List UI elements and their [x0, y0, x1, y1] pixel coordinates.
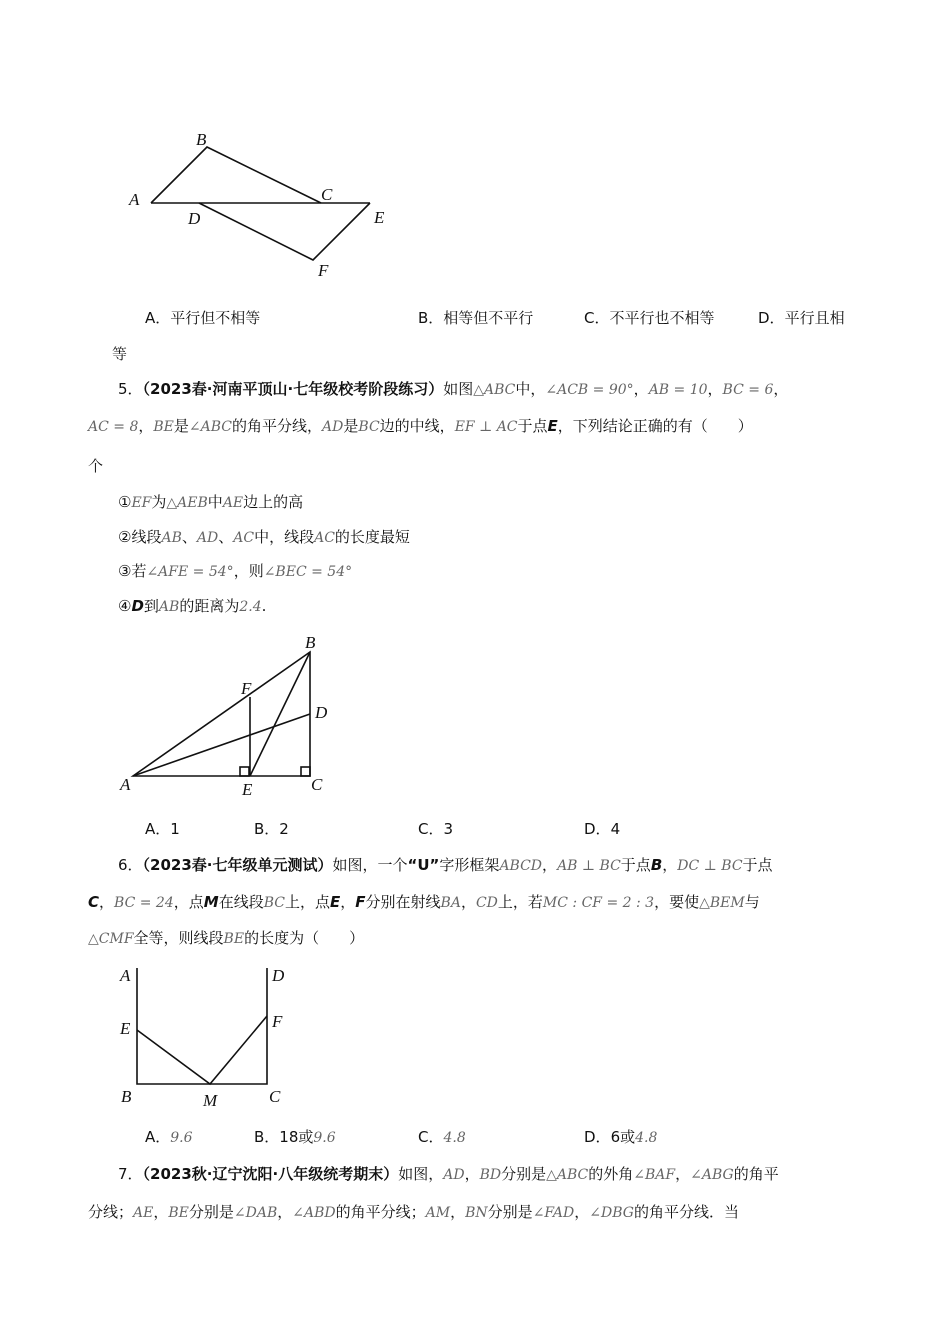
q5-statement-4: ④D到AB的距离为2.4. [118, 597, 267, 615]
math: 4.8 [635, 1130, 658, 1146]
math: BC [358, 419, 380, 435]
math: △BEM [699, 895, 745, 911]
math: AC = 8 [88, 419, 139, 435]
label-c: C [269, 1087, 281, 1106]
math: AC [233, 530, 255, 546]
label-d: D [188, 209, 201, 228]
q7-line-1: 7．（2023秋·辽宁沈阳·八年级统考期末）如图，AD，BD分别是△ABC的外角∠BAF，∠ABG的角平 [118, 1165, 779, 1183]
math: △ABC [473, 382, 516, 398]
q6-option-b[interactable]: B．18或9.6 [254, 1128, 336, 1146]
math: △AEB [166, 495, 208, 511]
math: ∠DBG [589, 1205, 634, 1221]
q5-option-d[interactable]: D．4 [584, 820, 621, 838]
question-source: （2023春·河南平顶山·七年级校考阶段练习） [142, 380, 444, 398]
label-a: A [129, 190, 140, 209]
q5-line-3: 个 [88, 457, 104, 475]
math: BA [440, 895, 461, 911]
math: 9.6 [170, 1130, 193, 1146]
u-frame [137, 968, 267, 1084]
math: AD [443, 1167, 465, 1183]
math: BE [168, 1205, 189, 1221]
label-a: A [120, 775, 131, 794]
math: AE [222, 495, 244, 511]
math: BD [479, 1167, 502, 1183]
math: ∠ABG [690, 1167, 734, 1183]
question-source: （2023秋·辽宁沈阳·八年级统考期末） [142, 1165, 399, 1183]
option-letter: B． [418, 309, 444, 327]
math: AB [158, 599, 180, 615]
q5-option-b[interactable]: B．2 [254, 820, 289, 838]
math: DC ⊥ BC [677, 858, 743, 874]
q5-line-1: 5．（2023春·河南平顶山·七年级校考阶段练习）如图△ABC中，∠ACB = 90°，AB = 10，BC = 6， [118, 380, 789, 398]
q5-option-c[interactable]: C．3 [418, 820, 454, 838]
label-b: B [196, 130, 207, 149]
question-number: 7． [118, 1165, 143, 1183]
option-text: 平行且相 [784, 309, 845, 327]
q6-line-1: 6．（2023春·七年级单元测试）如图，一个“U”字形框架ABCD，AB ⊥ BC于点B，DC ⊥ BC于点 [118, 856, 773, 874]
q6-line-3: △CMF全等，则线段BE的长度为（ ） [88, 929, 365, 947]
math: BC [263, 895, 285, 911]
math: ∠ACB = 90° [545, 382, 634, 398]
math: ∠BAF [633, 1167, 676, 1183]
segments-em-mf [137, 1016, 267, 1084]
label-f: F [241, 679, 252, 698]
q6-line-2: C，BC = 24，点M在线段BC上，点E，F分别在射线BA，CD上，若MC : CF = 2 : 3，要使△BEM与 [88, 893, 760, 911]
math: ∠ABC [188, 419, 233, 435]
q5-statement-3: ③若∠AFE = 54°，则∠BEC = 54° [118, 562, 353, 580]
math: ∠BEC = 54° [263, 564, 353, 580]
q5-statement-1: ①EF为△AEB中AE边上的高 [118, 493, 304, 511]
math: EF ⊥ AC [454, 419, 518, 435]
math: AC [314, 530, 335, 546]
label-d: D [272, 966, 285, 985]
option-letter: D． [758, 309, 785, 327]
math: AE [133, 1205, 154, 1221]
label-f: F [272, 1012, 283, 1031]
math: BE [223, 931, 245, 947]
label-c: C [321, 185, 333, 204]
label-d: D [315, 703, 328, 722]
math: ABCD [499, 858, 543, 874]
math: △ABC [546, 1167, 589, 1183]
label-a: A [120, 966, 131, 985]
math: 2.4 [239, 599, 262, 615]
math: ∠FAD [532, 1205, 575, 1221]
math: ∠ABD [292, 1205, 336, 1221]
label-f: F [318, 261, 329, 280]
option-letter: C． [584, 309, 610, 327]
question-number: 5． [118, 380, 143, 398]
math: ∠DAB [233, 1205, 278, 1221]
math: BN [465, 1205, 488, 1221]
option-text: 相等但不平行 [443, 309, 534, 327]
math: AB ⊥ BC [557, 858, 621, 874]
math: AB [161, 530, 182, 546]
math: 4.8 [443, 1130, 466, 1146]
q4-option-d-wrap: 等 [112, 345, 128, 363]
question-source: （2023春·七年级单元测试） [142, 856, 333, 874]
math: BE [153, 419, 174, 435]
label-e: E [374, 208, 385, 227]
math: AD [196, 530, 219, 546]
math: △CMF [88, 931, 134, 947]
q5-option-a[interactable]: A．1 [145, 820, 180, 838]
label-m: M [203, 1091, 218, 1110]
math: CD [475, 895, 498, 911]
q6-option-d[interactable]: D．6或4.8 [584, 1128, 658, 1146]
q6-option-c[interactable]: C．4.8 [418, 1128, 466, 1146]
question-number: 6． [118, 856, 143, 874]
q5-line-2: AC = 8，BE是∠ABC的角平分线，AD是BC边的中线，EF ⊥ AC于点E，下列结论正确的有（ ） [88, 417, 753, 435]
label-c: C [311, 775, 323, 794]
math: MC : CF = 2 : 3 [542, 895, 655, 911]
math: AB = 10 [648, 382, 708, 398]
label-b: B [121, 1087, 132, 1106]
label-e: E [242, 780, 253, 799]
math: ∠AFE = 54° [146, 564, 234, 580]
option-letter: A． [145, 309, 171, 327]
math: 9.6 [313, 1130, 336, 1146]
math: BC = 6 [722, 382, 774, 398]
q6-option-a[interactable]: A．9.6 [145, 1128, 193, 1146]
math: EF [131, 495, 152, 511]
label-e: E [120, 1019, 131, 1038]
q7-line-2: 分线；AE，BE分别是∠DAB，∠ABD的角平分线；AM，BN分别是∠FAD，∠DBG的角平分线．当 [88, 1203, 739, 1221]
q5-statement-2: ②线段AB、AD、AC中，线段AC的长度最短 [118, 528, 410, 546]
label-b: B [305, 633, 316, 652]
option-text: 不平行也不相等 [609, 309, 715, 327]
math: AM [425, 1205, 451, 1221]
math: AD [322, 419, 344, 435]
option-text: 平行但不相等 [170, 309, 261, 327]
math: BC = 24 [114, 895, 174, 911]
